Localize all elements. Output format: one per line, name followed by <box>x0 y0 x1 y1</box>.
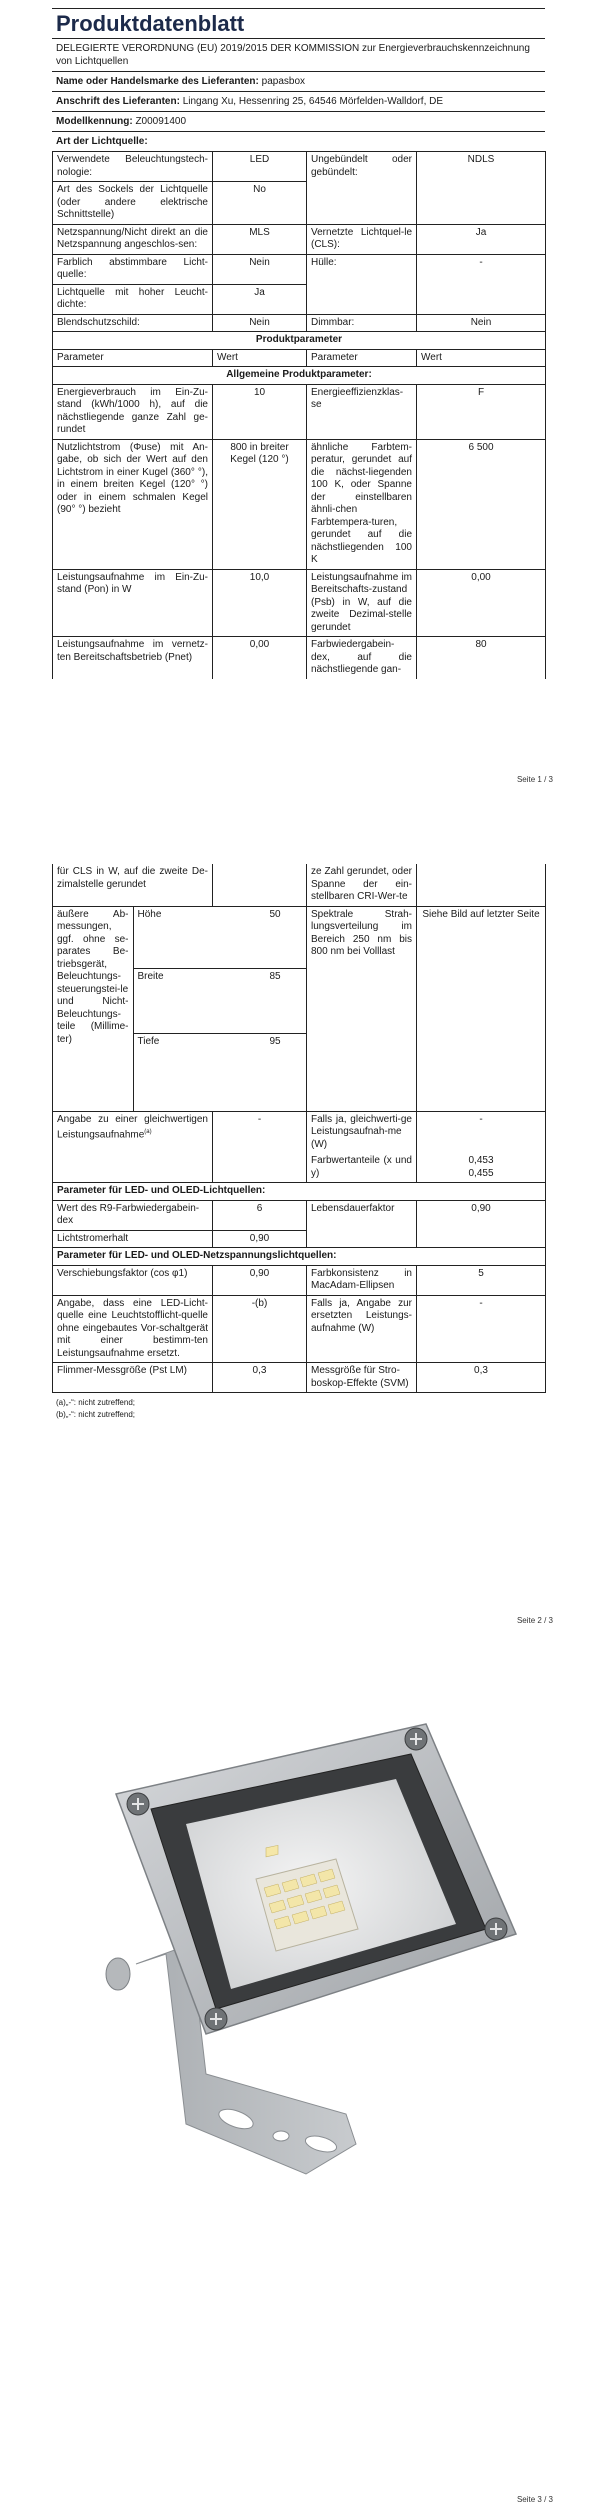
table-row <box>53 1265 546 1295</box>
param-label: Farbkonsistenz in MacAdam-Ellipsen <box>307 1265 417 1295</box>
table-row <box>53 1111 546 1153</box>
equiv-label: Angabe zu einer gleichwertigen Leistungsaufnahme <box>57 1113 208 1141</box>
param-label: ähnliche Farbtem-peratur, gerundet auf die nächst-liegenden 100 K, oder Spanne der einstellbaren ähnli-chen Farbtempera-turen, gerundet auf die nächstliegenden 100 K <box>307 439 417 569</box>
param-value: 0,90 <box>213 1230 307 1248</box>
dim-value: 50 <box>243 907 307 969</box>
dimensions-cell <box>53 906 307 1111</box>
table-row <box>53 1200 546 1230</box>
param-value: - <box>417 1111 546 1153</box>
dim-value: 95 <box>269 1035 281 1047</box>
param-value: - <box>213 1111 307 1183</box>
param-label: Netzspannung/Nicht direkt an die Netzspannung angeschlos-sen: <box>53 224 213 254</box>
param-value: - <box>417 254 546 314</box>
param-value <box>417 864 546 906</box>
model-label: Modellkennung: <box>56 116 133 127</box>
column-header-row <box>53 349 546 367</box>
supplier-address-label: Anschrift des Lieferanten: <box>56 96 180 107</box>
table-row <box>53 152 546 182</box>
param-value: 0,00 <box>213 637 307 679</box>
param-label: Messgröße für Stro-boskop-Effekte (SVM) <box>307 1363 417 1393</box>
param-value: No <box>213 182 307 225</box>
param-label: Vernetzte Lichtquel-le (CLS): <box>307 224 417 254</box>
table-row <box>53 439 546 569</box>
param-value: 0,90 <box>213 1265 307 1295</box>
param-label: Leistungsaufnahme im Bereitschafts-zustand (Psb) in W, auf die zweite Dezimal-stelle gerundet <box>307 569 417 637</box>
param-label: ze Zahl gerundet, oder Spanne der ein-stellbaren CRI-Wer-te <box>307 864 417 906</box>
table-row <box>53 384 546 439</box>
param-value: 0,00 <box>417 569 546 637</box>
param-label: Flimmer-Messgröße (Pst LM) <box>53 1363 213 1393</box>
param-label: Lichtquelle mit hoher Leucht-dichte: <box>53 284 213 314</box>
param-label: Blendschutzschild: <box>53 314 213 332</box>
table-row <box>53 1363 546 1393</box>
page-number: Seite 1 / 3 <box>516 775 553 784</box>
table-row <box>53 1295 546 1363</box>
param-label: Art des Sockels der Lichtquelle (oder andere elektrische Schnittstelle) <box>53 182 213 225</box>
column-header: Wert <box>417 349 546 367</box>
light-source-type-table <box>52 151 546 679</box>
param-value: Nein <box>213 254 307 284</box>
param-value: 80 <box>417 637 546 679</box>
param-label: Farbwiedergabein-dex, auf die nächstliegende gan- <box>307 637 417 679</box>
param-value: MLS <box>213 224 307 254</box>
param-label: Farblich abstimmbare Licht-quelle: <box>53 254 213 284</box>
table-row <box>53 864 546 906</box>
param-value: - <box>417 1295 546 1363</box>
spectral-value: Siehe Bild auf letzter Seite <box>417 906 546 1111</box>
product-params-heading-row <box>53 332 546 350</box>
spectral-label: Spektrale Strah-lungsverteilung im Bereich 250 nm bis 800 nm bei Volllast <box>307 906 417 1111</box>
column-header: Parameter <box>307 349 417 367</box>
dim-name: Höhe <box>133 907 243 969</box>
param-label: Nutzlichtstrom (Φuse) mit An-gabe, ob sich der Wert auf den Lichtstrom in einer Kugel (360° °), in einem breiten Kegel (120° °) oder in einem schmalen Kegel (90° °) bezieht <box>53 439 213 569</box>
param-label: Leistungsaufnahme im Ein-Zu-stand (Pon) in W <box>53 569 213 637</box>
param-label: für CLS in W, auf die zweite De-zimalstelle gerundet <box>53 864 213 906</box>
param-value: F <box>417 384 546 439</box>
footnote-ref: (a) <box>144 1129 152 1135</box>
param-value: 10,0 <box>213 569 307 637</box>
supplier-address-row <box>52 92 545 112</box>
param-value: 800 in breiter Kegel (120 °) <box>213 439 307 569</box>
param-value: 0,90 <box>417 1200 546 1248</box>
general-params-heading: Allgemeine Produktparameter: <box>53 367 546 385</box>
param-label: Falls ja, Angabe zur ersetzten Leistungs-aufnahme (W) <box>307 1295 417 1363</box>
param-value <box>417 1153 546 1183</box>
table-row <box>53 569 546 637</box>
table-row <box>53 906 546 1111</box>
page-number: Seite 3 / 3 <box>516 2495 553 2504</box>
dim-name: Breite <box>133 969 243 1033</box>
column-header: Wert <box>213 349 307 367</box>
param-value: Ja <box>417 224 546 254</box>
footnote-a: (a)„-“: nicht zutreffend; <box>56 1398 135 1407</box>
param-label: Falls ja, gleichwerti-ge Leistungsaufnah-me (W) <box>307 1111 417 1153</box>
led-params-heading: Parameter für LED- und OLED-Lichtquellen: <box>53 1183 546 1201</box>
page-3 <box>0 1630 591 2510</box>
dimensions-label: äußere Ab-messungen, ggf. ohne se-parates Be-triebsgerät, Beleuchtungs-steuerungstei-le und Nicht-Beleuchtungs-teile (Millime-ter) <box>53 907 133 1111</box>
chroma-y: 0,455 <box>468 1167 494 1179</box>
param-value: 0,3 <box>417 1363 546 1393</box>
param-value: Nein <box>417 314 546 332</box>
param-label <box>53 1111 213 1183</box>
page-2 <box>0 800 591 1630</box>
table-row <box>53 254 546 284</box>
param-label: Lichtstromerhalt <box>53 1230 213 1248</box>
dim-name: Tiefe <box>137 1035 160 1047</box>
param-value: -(b) <box>213 1295 307 1363</box>
general-heading-row <box>53 367 546 385</box>
model-id: Z00091400 <box>135 116 187 127</box>
param-label: Lebensdauerfaktor <box>307 1200 417 1248</box>
page-title: Produktdatenblatt <box>52 9 545 39</box>
supplier-name-row <box>52 72 545 92</box>
param-label: Energieeffizienzklas-se <box>307 384 417 439</box>
datasheet-frame-1 <box>52 8 545 679</box>
dimensions-table <box>53 907 307 1111</box>
param-label: Energieverbrauch im Ein-Zu-stand (kWh/1000 h), auf die nächstliegende ganze Zahl ge-rundet <box>53 384 213 439</box>
param-value: 10 <box>213 384 307 439</box>
dim-value: 85 <box>243 969 307 1033</box>
table-row <box>53 224 546 254</box>
param-label: Verwendete Beleuchtungstech-nologie: <box>53 152 213 182</box>
param-value: LED <box>213 152 307 182</box>
light-source-type-heading: Art der Lichtquelle: <box>56 136 148 147</box>
supplier-address: Lingang Xu, Hessenring 25, 64546 Mörfelden-Walldorf, DE <box>182 96 444 107</box>
param-value: NDLS <box>417 152 546 225</box>
param-label: Verschiebungsfaktor (cos φ1) <box>53 1265 213 1295</box>
datasheet-frame-2 <box>52 864 545 1421</box>
param-label: Wert des R9-Farbwiedergabein-dex <box>53 1200 213 1230</box>
footnote-b: (b)„-“: nicht zutreffend; <box>56 1410 135 1419</box>
page-1 <box>0 0 591 800</box>
param-value: 5 <box>417 1265 546 1295</box>
model-row <box>52 112 545 132</box>
param-value: Ja <box>213 284 307 314</box>
params-table-continued <box>52 864 546 1393</box>
floodlight-product-image <box>96 1704 536 2204</box>
mains-heading-row <box>53 1248 546 1266</box>
page-number: Seite 2 / 3 <box>516 1616 553 1625</box>
chroma-x: 0,453 <box>468 1155 494 1166</box>
param-label: Leistungsaufnahme im vernetz-ten Bereitschaftsbetrieb (Pnet) <box>53 637 213 679</box>
mains-params-heading: Parameter für LED- und OLED-Netzspannungslichtquellen: <box>53 1248 546 1266</box>
param-label: Farbwertanteile (x und y) <box>307 1153 417 1183</box>
param-value: 6 <box>213 1200 307 1230</box>
product-params-heading: Produktparameter <box>53 332 546 350</box>
table-row <box>53 637 546 679</box>
param-label: Hülle: <box>307 254 417 314</box>
regulation-text: DELEGIERTE VERORDNUNG (EU) 2019/2015 DER KOMMISSION zur Energieverbrauchskennzeichnung von Lichtquellen <box>52 39 545 72</box>
supplier-name-label: Name oder Handelsmarke des Lieferanten: <box>56 76 259 87</box>
led-heading-row <box>53 1183 546 1201</box>
param-label: Ungebündelt oder gebündelt: <box>307 152 417 225</box>
param-value: 6 500 <box>417 439 546 569</box>
param-value <box>213 864 307 906</box>
table-row <box>53 314 546 332</box>
param-value: 0,3 <box>213 1363 307 1393</box>
supplier-name: papasbox <box>261 76 306 87</box>
param-label: Dimmbar: <box>307 314 417 332</box>
param-value: Nein <box>213 314 307 332</box>
param-label: Angabe, dass eine LED-Licht-quelle eine Leuchtstofflicht-quelle ohne eingebautes Vor-schaltgerät mit einer bestimm-ten Leistungsaufnahme ersetzt. <box>53 1295 213 1363</box>
column-header: Parameter <box>53 349 213 367</box>
